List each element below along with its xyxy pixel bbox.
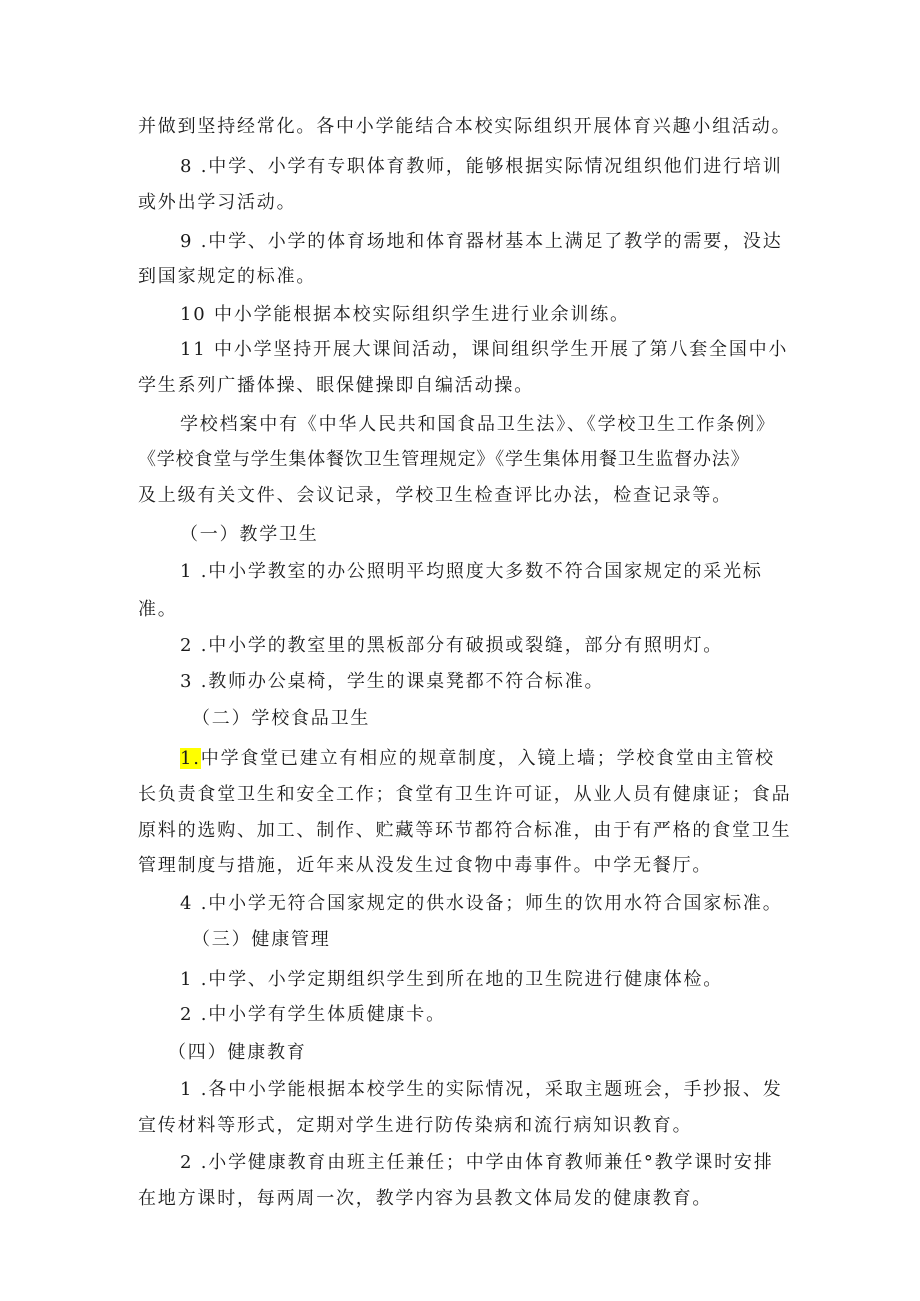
- list-item-10: 10 中小学能根据本校实际组织学生进行业余训练。: [180, 304, 630, 325]
- list-item-1: 1 .中学、小学定期组织学生到所在地的卫生院进行健康体检。: [180, 969, 724, 990]
- section-heading-food-hygiene: （二）学校食品卫生: [192, 708, 371, 729]
- section-heading-health-education: （四）健康教育: [168, 1042, 307, 1063]
- list-item-8: 8 .中学、小学有专职体育教师，能够根据实际情况组织他们进行培训: [180, 156, 783, 177]
- text-line: 学校档案中有《中华人民共和国食品卫生法》、《学校卫生工作条例》: [180, 414, 776, 435]
- text-line: 或外出学习活动。: [138, 192, 297, 213]
- text-line: 宣传材料等形式，定期对学生进行防传染病和流行病知识教育。: [138, 1115, 693, 1136]
- list-item-2: 2 .中小学的教室里的黑板部分有破损或裂缝，部分有照明灯。: [180, 635, 724, 656]
- text-line: 学生系列广播体操、眼保健操即自编活动操。: [138, 375, 534, 396]
- section-heading-health-management: （三）健康管理: [192, 929, 331, 950]
- text-line-highlighted: [180, 746, 775, 772]
- text-line: 并做到坚持经常化。各中小学能结合本校实际组织开展体育兴趣小组活动。: [138, 116, 792, 137]
- section-heading-teaching-hygiene: （一）教学卫生: [180, 524, 319, 545]
- text-line: 原料的选购、加工、制作、贮藏等环节都符合标准，由于有严格的食堂卫生: [138, 820, 792, 841]
- list-item-2: 2 .小学健康教育由班主任兼任；中学由体育教师兼任°教学课时安排: [180, 1152, 774, 1173]
- list-item-9: 9 .中学、小学的体育场地和体育器材基本上满足了教学的需要，没达: [180, 231, 783, 252]
- list-item-1: 1 .各中小学能根据本校学生的实际情况，采取主题班会，手抄报、发: [180, 1079, 783, 1100]
- text-line: 及上级有关文件、会议记录，学校卫生检查评比办法，检查记录等。: [138, 485, 732, 506]
- list-item-4: 4 .中小学无符合国家规定的供水设备；师生的饮用水符合国家标准。: [180, 893, 783, 914]
- text-line: 准。: [138, 599, 178, 620]
- text-line: 管理制度与措施，近年来从没发生过食物中毒事件。中学无餐厅。: [138, 855, 713, 876]
- text-segment: 中学食堂已建立有相应的规章制度，入镜上墙；学校食堂由主管校: [200, 748, 775, 769]
- text-line: 长负责食堂卫生和安全工作；食堂有卫生许可证，从业人员有健康证；食品: [138, 784, 792, 805]
- highlighted-marker: 1.: [180, 748, 201, 769]
- list-item-1: 1 .中小学教室的办公照明平均照度大多数不符合国家规定的采光标: [180, 561, 763, 582]
- text-line: 《学校食堂与学生集体餐饮卫生管理规定》《学生集体用餐卫生监督办法》: [138, 449, 750, 470]
- text-line: 到国家规定的标准。: [138, 266, 317, 287]
- text-line: 在地方课时，每两周一次，教学内容为县教文体局发的健康教育。: [138, 1188, 713, 1209]
- list-item-2: 2 .中小学有学生体质健康卡。: [180, 1004, 446, 1025]
- list-item-3: 3 .教师办公桌椅，学生的课桌凳都不符合标准。: [180, 671, 605, 692]
- list-item-11: 11 中小学坚持开展大课间活动，课间组织学生开展了第八套全国中小: [180, 339, 789, 360]
